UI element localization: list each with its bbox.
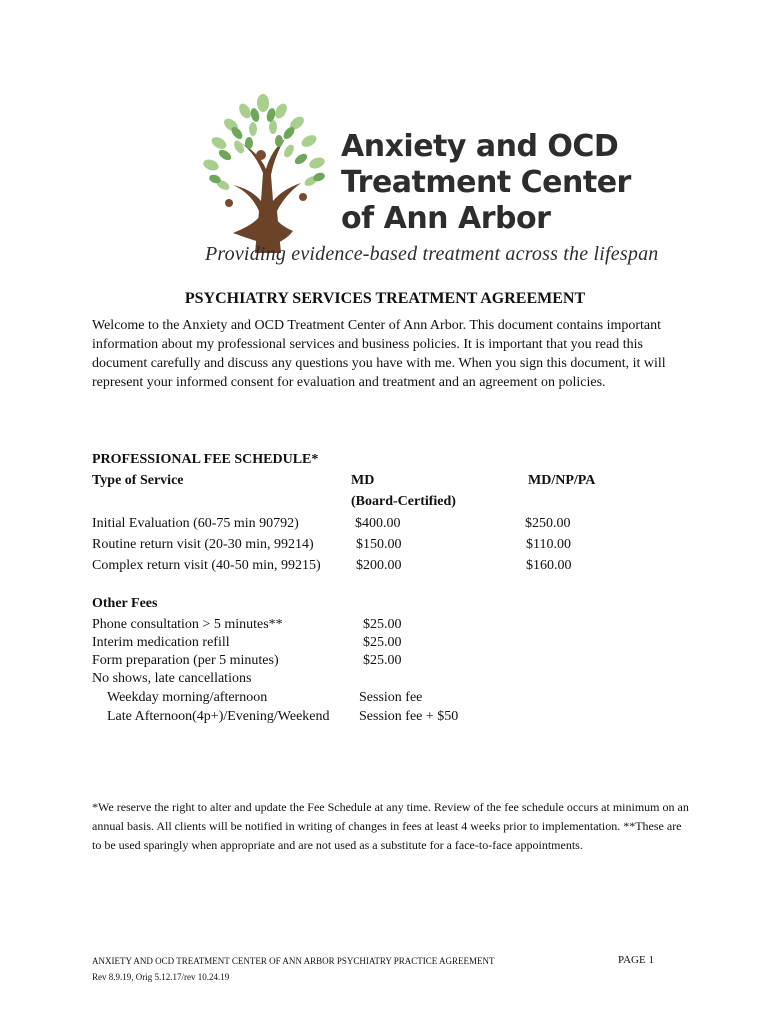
intro-paragraph: Welcome to the Anxiety and OCD Treatment Center of Ann Arbor. This document contains important information about my professional services and business policies. It is important that you read this document carefully and discuss any questions you have with me. When you sign this document, it will represent your informed consent for evaluation and treatment and an agreement on policies.: [92, 318, 666, 390]
document-title: PSYCHIATRY SERVICES TREATMENT AGREEMENT: [184, 290, 586, 307]
other-fee-label: Interim medication refill: [92, 635, 230, 650]
sub-fee-amount: Session fee: [359, 690, 423, 705]
fee-row-np: $110.00: [526, 537, 571, 552]
page-number: PAGE 1: [618, 954, 654, 966]
other-fee-amount: $25.00: [363, 617, 402, 632]
footer-title: ANXIETY AND OCD TREATMENT CENTER OF ANN ARBOR PSYCHIATRY PRACTICE AGREEMENT: [92, 956, 495, 966]
fee-row-service: Routine return visit (20-30 min, 99214): [92, 537, 314, 552]
fee-row-np: $160.00: [526, 558, 572, 573]
other-fee-label: Form preparation (per 5 minutes): [92, 653, 279, 668]
fee-row-service: Complex return visit (40-50 min, 99215): [92, 558, 321, 573]
no-shows-label: No shows, late cancellations: [92, 671, 252, 686]
center-name-line-2: Treatment Center: [341, 165, 631, 200]
center-name-line-3: of Ann Arbor: [341, 201, 551, 236]
col-header-md-sub: (Board-Certified): [351, 494, 456, 509]
fee-schedule-heading: PROFESSIONAL FEE SCHEDULE*: [92, 452, 319, 467]
logo-tagline: Providing evidence-based treatment across the lifespan: [205, 243, 659, 265]
sub-fee-label: Late Afternoon(4p+)/Evening/Weekend: [107, 709, 330, 724]
fee-row-service: Initial Evaluation (60-75 min 90792): [92, 516, 299, 531]
fee-row-md: $200.00: [356, 558, 402, 573]
sub-fee-amount: Session fee + $50: [359, 709, 459, 724]
fee-footnote: *We reserve the right to alter and update the Fee Schedule at any time. Review of the fee schedule occurs at minimum on an annual basis. All clients will be notified in writing of changes in fees at least 4 weeks prior to implementation. **These are to be used sparingly when appropriate and are not used as a substitute for a face-to-face appointments.: [92, 800, 689, 852]
col-header-service: Type of Service: [92, 473, 184, 488]
col-header-np: MD/NP/PA: [528, 473, 596, 488]
other-fee-amount: $25.00: [363, 635, 402, 650]
center-logo: [193, 93, 659, 280]
fee-row-md: $150.00: [356, 537, 402, 552]
other-fees-heading: Other Fees: [92, 596, 158, 611]
fee-row-md: $400.00: [355, 516, 401, 531]
fee-row-np: $250.00: [525, 516, 571, 531]
center-name-line-1: Anxiety and OCD: [341, 129, 619, 164]
footer-revision: Rev 8.9.19, Orig 5.12.17/rev 10.24.19: [92, 972, 230, 982]
other-fee-amount: $25.00: [363, 653, 402, 668]
col-header-md: MD: [351, 473, 375, 488]
sub-fee-label: Weekday morning/afternoon: [107, 690, 268, 705]
tree-logo-icon: [193, 93, 333, 253]
other-fee-label: Phone consultation > 5 minutes**: [92, 617, 283, 632]
center-name: [341, 129, 631, 237]
